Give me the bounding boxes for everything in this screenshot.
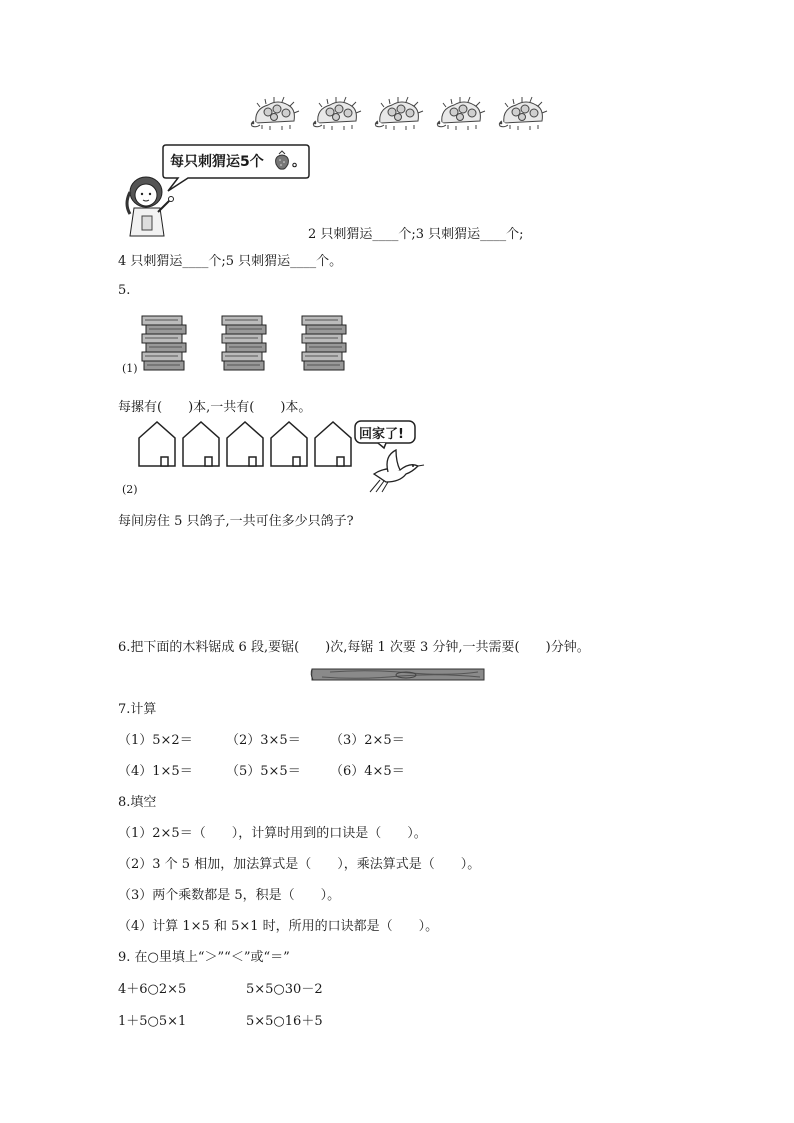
q8-item-4: （4）计算 1×5 和 5×1 时，所用的口诀都是（ ）。 [118,919,439,934]
q7-title: 7.计算 [118,702,157,717]
book-stack [142,316,186,370]
q8-title: 8.填空 [118,795,157,810]
q7-r1c1: （1）5×2＝ [118,733,193,748]
bird-speech-text: 回家了! [359,427,404,442]
speech-bubble [162,143,310,191]
q5-part1-label: (1) [122,362,138,375]
bubble-text-end: 。 [292,154,306,170]
q7-r1c2: （2）3×5＝ [226,733,301,748]
houses [136,420,358,468]
q5-number: 5. [118,283,131,298]
q9-r1c2: 5×5○30－2 [246,982,323,997]
q9-title: 9. 在○里填上“＞”“＜”或“＝” [118,950,290,965]
q7-r1c3: （3）2×5＝ [330,733,405,748]
hedgehog-illustrations [250,95,550,135]
bubble-text: 每只刺猬运5个 [170,154,264,170]
q8-item-1: （1）2×5＝（ ），计算时用到的口诀是（ ）。 [118,826,427,841]
hedgehog [251,97,299,130]
q7-r2c1: （4）1×5＝ [118,764,193,779]
q9-r2c2: 5×5○16＋5 [246,1014,323,1029]
q9-r2c1: 1＋5○5×1 [118,1014,187,1029]
q4-line2: 4 只刺猬运____个;5 只刺猬运____个。 [118,254,343,269]
q8-item-2: （2）3 个 5 相加，加法算式是（ ），乘法算式是（ ）。 [118,857,481,872]
bird-illustration [366,448,426,494]
strawberry-icon [273,150,291,170]
q5-part2-text: 每间房住 5 只鸽子,一共可住多少只鸽子? [118,514,354,529]
book-stacks [140,314,360,372]
q6-text: 6.把下面的木料锯成 6 段,要锯( )次,每锯 1 次要 3 分钟,一共需要( )分钟。 [118,640,590,655]
bird-speech-bubble [354,420,418,448]
q7-r2c2: （5）5×5＝ [226,764,301,779]
q5-part1-text: 每摞有( )本,一共有( )本。 [118,400,312,415]
q9-r1c1: 4＋6○2×5 [118,982,187,997]
q5-part2-label: (2) [122,483,138,496]
q7-r2c3: （6）4×5＝ [330,764,405,779]
wood-plank [310,668,486,682]
q8-item-3: （3）两个乘数都是 5，积是（ ）。 [118,888,341,903]
q4-line1: 2 只刺猬运____个;3 只刺猬运____个; [308,227,524,242]
house [139,422,175,466]
hedgehog-row [250,95,550,135]
